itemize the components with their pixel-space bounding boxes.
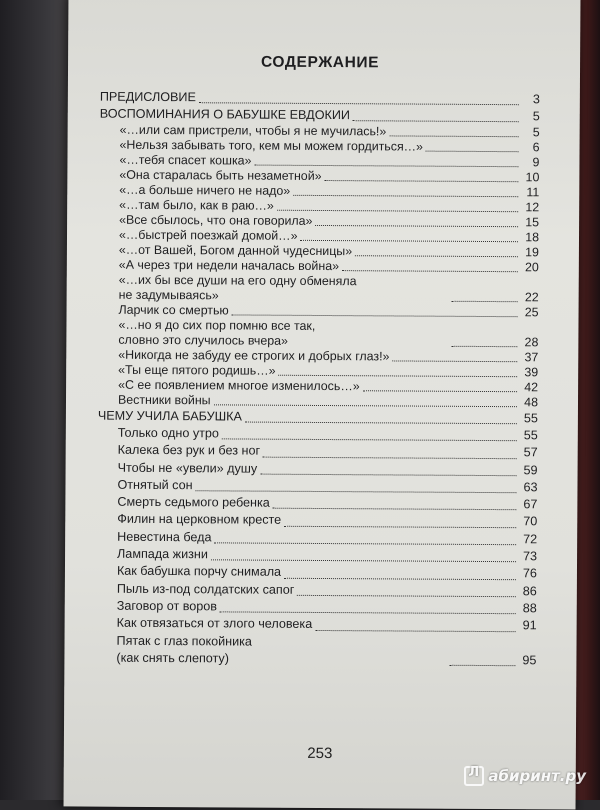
toc-entry xyxy=(99,273,539,306)
toc-entry-title: «…там было, как в раю…» xyxy=(119,197,274,213)
toc-entry-page: 67 xyxy=(523,497,538,512)
dot-leader xyxy=(232,314,518,317)
toc-entry-title: ПРЕДИСЛОВИЕ xyxy=(99,89,196,105)
toc-entry-page: 42 xyxy=(524,380,539,395)
toc-title: СОДЕРЖАНИЕ xyxy=(260,53,380,72)
toc-entry xyxy=(98,318,538,351)
toc-entry-title: Филин на церковном кресте xyxy=(117,512,282,528)
toc-entry-title: Как отвязаться от злого человека xyxy=(116,616,313,632)
toc-entry-page: 11 xyxy=(526,185,540,200)
toc-entry-page: 9 xyxy=(532,155,540,170)
toc-list xyxy=(96,89,540,670)
backdrop-left xyxy=(0,0,70,800)
dot-leader xyxy=(297,595,516,597)
dot-leader xyxy=(451,346,517,347)
toc-entry-page: 20 xyxy=(524,260,539,275)
toc-entry-page: 15 xyxy=(525,215,540,230)
toc-entry-title: Смерть седьмого ребенка xyxy=(117,494,270,510)
toc-entry-page: 63 xyxy=(523,480,538,495)
dot-leader xyxy=(353,120,519,122)
toc-entry-title: «…их бы все души на его одну обменяла не задумываясь» xyxy=(118,272,357,303)
dot-leader xyxy=(214,404,517,407)
dot-leader xyxy=(315,225,518,227)
toc-entry-page: 70 xyxy=(523,514,538,529)
dot-leader xyxy=(278,375,517,377)
dot-leader xyxy=(293,195,518,197)
book-page xyxy=(64,0,581,810)
toc-entry-title: ЧЕМУ УЧИЛА БАБУШКА xyxy=(97,408,242,424)
dot-leader xyxy=(211,560,516,563)
toc-entry-title: «Она старалась быть незаметной» xyxy=(119,167,322,183)
toc-entry-title: «А через три недели началась война» xyxy=(118,257,340,274)
toc-entry-title: Как бабушка порчу снимала xyxy=(116,564,282,580)
labirint-logo-icon xyxy=(464,766,484,786)
toc-entry-page: 55 xyxy=(523,428,538,443)
toc-entry-page: 55 xyxy=(523,411,538,426)
dot-leader xyxy=(363,390,517,392)
page-number: 253 xyxy=(307,744,333,763)
toc-entry-page: 73 xyxy=(523,549,538,564)
dot-leader xyxy=(342,270,518,272)
toc-entry-page: 59 xyxy=(523,462,538,477)
toc-entry-title: Вестники войны xyxy=(117,392,211,408)
toc-entry-page: 6 xyxy=(532,140,540,155)
toc-entry-page: 28 xyxy=(524,335,539,350)
toc-entry-title: «…быстрей поезжай домой…» xyxy=(118,227,298,243)
dot-leader xyxy=(199,102,519,105)
watermark-text: абиринт.ру xyxy=(488,767,586,785)
toc-entry-page: 76 xyxy=(522,566,537,581)
dot-leader xyxy=(260,474,516,477)
dot-leader xyxy=(245,422,517,425)
toc-entry-page: 39 xyxy=(524,365,539,380)
toc-entry-title: Ларчик со смертью xyxy=(118,302,229,318)
dot-leader xyxy=(392,360,517,362)
watermark xyxy=(464,766,586,786)
dot-leader xyxy=(273,508,517,510)
dot-leader xyxy=(300,240,518,242)
dot-leader xyxy=(277,210,518,212)
toc-entry-page: 10 xyxy=(525,170,540,185)
toc-entry-title: «С ее появлением многое изменилось…» xyxy=(118,377,360,394)
toc-entry-page: 57 xyxy=(523,445,538,460)
dot-leader xyxy=(355,255,518,257)
toc-entry-title: «…а больше ничего не надо» xyxy=(119,182,291,198)
dot-leader xyxy=(263,456,517,459)
toc-entry-title: Отнятый сон xyxy=(117,477,193,493)
toc-entry-page: 25 xyxy=(524,305,539,320)
toc-entry-title: «…или сам пристрели, чтобы я не мучилась!» xyxy=(119,122,387,139)
toc-entry-page: 5 xyxy=(532,125,540,140)
toc-entry-page: 72 xyxy=(523,532,538,547)
toc-entry-title: «Все сбылось, что она говорила» xyxy=(119,212,313,228)
dot-leader xyxy=(452,301,518,302)
toc-entry-title: «…но я до сих пор помню все так, словно это случилось вчера» xyxy=(118,317,316,348)
toc-entry-page: 37 xyxy=(524,350,539,365)
toc-entry-page: 95 xyxy=(522,653,537,668)
toc-entry-page: 19 xyxy=(525,245,539,260)
toc-entry-title: Лампада жизни xyxy=(117,546,208,562)
dot-leader xyxy=(196,490,517,493)
toc-entry-title: Пыль из-под солдатских сапог xyxy=(116,581,295,597)
toc-entry-title: «…от Вашей, Богом данной чудесницы» xyxy=(118,242,353,259)
dot-leader xyxy=(449,665,515,666)
toc-entry-title: «Нельзя забывать того, кем мы можем гордиться…» xyxy=(119,137,424,154)
toc-entry-title: Заговор от воров xyxy=(116,598,218,614)
dot-leader xyxy=(284,526,516,528)
dot-leader xyxy=(254,165,518,168)
dot-leader xyxy=(222,439,517,442)
toc-entry-title: Только одно утро xyxy=(117,425,219,441)
dot-leader xyxy=(389,135,518,137)
toc-entry-page: 48 xyxy=(524,395,539,410)
toc-entry-title: Невестина беда xyxy=(117,529,212,545)
toc-entry-page: 91 xyxy=(522,618,537,633)
toc-entry-page: 3 xyxy=(532,92,540,107)
dot-leader xyxy=(215,542,517,545)
toc-entry-title: ВОСПОМИНАНИЯ О БАБУШКЕ ЕВДОКИИ xyxy=(99,106,351,123)
toc-entry-page: 18 xyxy=(525,230,540,245)
toc-entry-title: «…тебя спасет кошка» xyxy=(119,152,252,168)
toc-entry-title: Калека без рук и без ног xyxy=(117,443,261,458)
toc-entry-title: «Никогда не забуду ее строгих и добрых глаз!» xyxy=(118,347,390,364)
toc-entry-title: «Ты еще пятого родишь…» xyxy=(118,362,276,378)
toc-entry-page: 88 xyxy=(522,601,537,616)
toc-entry-title: Пятак с глаз покойника (как снять слепоту) xyxy=(116,633,252,666)
toc-entry xyxy=(96,632,536,669)
dot-leader xyxy=(315,630,515,632)
dot-leader xyxy=(220,612,516,615)
dot-leader xyxy=(426,151,519,153)
dot-leader xyxy=(284,577,516,579)
toc-container xyxy=(96,53,540,670)
toc-entry-page: 22 xyxy=(524,290,539,305)
toc-entry-page: 86 xyxy=(522,583,537,598)
toc-entry-title: Чтобы не «увели» душу xyxy=(117,460,258,476)
toc-entry-page: 5 xyxy=(532,109,540,124)
toc-entry-page: 12 xyxy=(525,200,540,215)
dot-leader xyxy=(325,180,519,182)
